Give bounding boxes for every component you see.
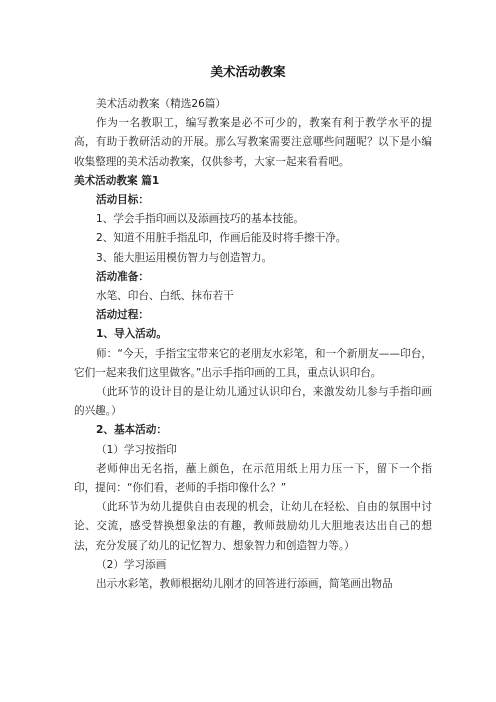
paragraph: 美术活动教案（精选26篇）	[96, 98, 227, 110]
paragraph: 3、能大胆运用模仿智力与创造智力。	[96, 251, 273, 264]
paragraph: 水笔、印台、白纸、抹布若干	[96, 290, 234, 303]
section-heading: 美术活动教案 篇1	[74, 174, 160, 187]
section-heading: 活动准备：	[96, 270, 149, 283]
paragraph: （2）学习添画	[96, 558, 167, 571]
paragraph: 老师伸出无名指，蘸上颜色，在示范用纸上用力压一下，留下一个指印，提问：“你们看，老师的手指印像什么？”	[74, 462, 432, 495]
paragraph: （此环节的设计目的是让幼儿通过认识印台，来激发幼儿参与手指印画的兴趣。）	[74, 386, 432, 418]
section-heading: 2、基本活动：	[96, 424, 167, 437]
document-title: 美术活动教案	[210, 64, 286, 79]
paragraph: （此环节为幼儿提供自由表现的机会，让幼儿在轻松、自由的氛围中讨论、交流，感受替换想象法的有趣，教师鼓励幼儿大胆地表达出自己的想法，充分发展了幼儿的记忆智力、想象智力和创造智力等。）	[74, 501, 432, 552]
paragraph: 作为一名教职工，编写教案是必不可少的，教案有利于教学水平的提高，有助于教研活动的开展。那么写教案需要注意哪些问题呢？以下是小编收集整理的美术活动教案，仅供参考，大家一起来看看吧。	[74, 117, 432, 168]
section-heading: 1、导入活动。	[96, 328, 167, 341]
paragraph: 师：“今天，手指宝宝带来它的老朋友水彩笔，和一个新朋友——印台，它们一起来我们这里做客。”出示手指印画的工具，重点认识印台。	[74, 347, 432, 379]
document-body	[74, 95, 432, 594]
paragraph: 出示水彩笔，教师根据幼儿刚才的回答进行添画，简笔画出物品	[96, 578, 393, 591]
paragraph: 1、学会手指印画以及添画技巧的基本技能。	[96, 213, 305, 226]
section-heading: 活动目标：	[96, 194, 149, 207]
paragraph: （1）学习按指印	[96, 443, 177, 456]
section-heading: 活动过程：	[96, 309, 149, 322]
paragraph: 2、知道不用脏手指乱印，作画后能及时将手擦干净。	[96, 232, 347, 245]
